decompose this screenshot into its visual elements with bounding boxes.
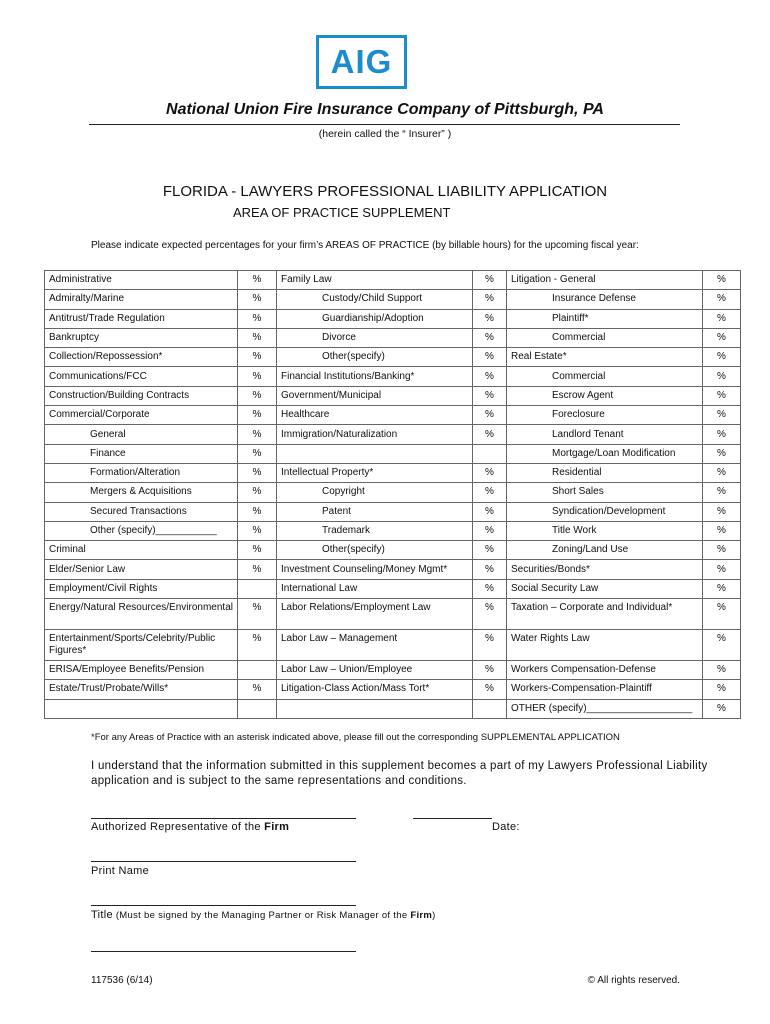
percentage-field[interactable]: % <box>473 521 507 540</box>
practice-area-label <box>277 444 473 463</box>
practice-area-label: Labor Law – Management <box>277 630 473 661</box>
percentage-field[interactable]: % <box>703 521 741 540</box>
practice-area-label: ERISA/Employee Benefits/Pension <box>45 661 238 680</box>
practice-area-label: Escrow Agent <box>507 386 703 405</box>
table-row <box>45 425 741 444</box>
practice-area-label: Residential <box>507 463 703 482</box>
percentage-field[interactable]: % <box>703 661 741 680</box>
table-row <box>45 271 741 290</box>
percentage-field[interactable]: % <box>703 502 741 521</box>
practice-area-label: Securities/Bonds* <box>507 560 703 579</box>
practice-area-label: General <box>45 425 238 444</box>
percentage-field[interactable]: % <box>473 406 507 425</box>
percentage-field[interactable]: % <box>238 290 277 309</box>
practice-area-label: Administrative <box>45 271 238 290</box>
practice-area-label: Intellectual Property* <box>277 463 473 482</box>
practice-area-label: Landlord Tenant <box>507 425 703 444</box>
practice-area-label: Title Work <box>507 521 703 540</box>
practice-area-label: Labor Law – Union/Employee <box>277 661 473 680</box>
table-row <box>45 579 741 598</box>
percentage-field[interactable]: % <box>703 386 741 405</box>
percentage-field[interactable]: % <box>473 309 507 328</box>
print-name-line[interactable] <box>91 861 356 862</box>
percentage-field[interactable]: % <box>238 348 277 367</box>
practice-area-label: International Law <box>277 579 473 598</box>
percentage-field[interactable]: % <box>473 271 507 290</box>
insurer-note: (herein called the “ Insurer” ) <box>318 128 452 140</box>
practice-area-label: Energy/Natural Resources/Environmental <box>45 599 238 630</box>
instruction-text: Please indicate expected percentages for your firm’s AREAS OF PRACTICE (by billable hours) for the upcoming fiscal year: <box>91 240 639 251</box>
practice-area-label: Communications/FCC <box>45 367 238 386</box>
table-row <box>45 661 741 680</box>
practice-area-label: Commercial <box>507 328 703 347</box>
practice-area-label: Short Sales <box>507 483 703 502</box>
table-row <box>45 348 741 367</box>
title-line[interactable] <box>91 905 356 906</box>
table-row <box>45 680 741 699</box>
percentage-field[interactable]: % <box>238 599 277 630</box>
table-row <box>45 406 741 425</box>
practice-area-label: Taxation – Corporate and Individual* <box>507 599 703 630</box>
percentage-field[interactable]: % <box>703 425 741 444</box>
supplemental-footnote: *For any Areas of Practice with an asterisk indicated above, please fill out the corresponding SUPPLEMENTAL APPLICATION <box>91 732 620 743</box>
practice-area-label: Workers Compensation-Defense <box>507 661 703 680</box>
percentage-field[interactable]: % <box>473 328 507 347</box>
practice-area-label: Other(specify) <box>277 541 473 560</box>
practice-area-label: OTHER (specify)___________________ <box>507 699 703 718</box>
practice-area-label: Litigation-Class Action/Mass Tort* <box>277 680 473 699</box>
practice-area-label: Labor Relations/Employment Law <box>277 599 473 630</box>
rep-signature-line[interactable] <box>91 818 356 819</box>
percentage-field[interactable]: % <box>238 483 277 502</box>
percentage-field[interactable]: % <box>238 309 277 328</box>
practice-area-label: Bankruptcy <box>45 328 238 347</box>
practice-area-label: Syndication/Development <box>507 502 703 521</box>
practice-area-label: Investment Counseling/Money Mgmt* <box>277 560 473 579</box>
percentage-field[interactable]: % <box>703 348 741 367</box>
percentage-field[interactable]: % <box>238 271 277 290</box>
percentage-field[interactable]: % <box>473 367 507 386</box>
practice-area-label: Employment/Civil Rights <box>45 579 238 598</box>
percentage-field[interactable]: % <box>238 502 277 521</box>
practice-area-label: Guardianship/Adoption <box>277 309 473 328</box>
percentage-field[interactable]: % <box>473 348 507 367</box>
practice-table-body <box>45 271 741 719</box>
percentage-field[interactable]: % <box>238 425 277 444</box>
table-row <box>45 541 741 560</box>
table-row <box>45 386 741 405</box>
table-row <box>45 699 741 718</box>
practice-area-label: Mortgage/Loan Modification <box>507 444 703 463</box>
percentage-field[interactable]: % <box>703 328 741 347</box>
form-number: 117536 (6/14) <box>91 975 153 986</box>
practice-area-table <box>44 270 741 719</box>
acknowledgement-statement: I understand that the information submitted in this supplement becomes a part of my Lawyers Professional Liability application and is subject to the same representations and conditions. <box>91 760 708 787</box>
percentage-field[interactable]: % <box>473 560 507 579</box>
form-subtitle: AREA OF PRACTICE SUPPLEMENT <box>233 205 451 220</box>
practice-area-label <box>277 699 473 718</box>
table-row <box>45 290 741 309</box>
practice-area-label: Criminal <box>45 541 238 560</box>
practice-area-label: Custody/Child Support <box>277 290 473 309</box>
percentage-field[interactable]: % <box>703 463 741 482</box>
rep-signature-label <box>91 821 289 833</box>
date-label: Date: <box>492 821 520 833</box>
practice-area-label: Finance <box>45 444 238 463</box>
practice-area-label: Social Security Law <box>507 579 703 598</box>
table-row <box>45 502 741 521</box>
title-note-firm: Firm <box>410 910 433 921</box>
table-row <box>45 599 741 630</box>
table-row <box>45 328 741 347</box>
practice-area-label: Family Law <box>277 271 473 290</box>
practice-area-label: Formation/Alteration <box>45 463 238 482</box>
percentage-field[interactable]: % <box>238 680 277 699</box>
rep-label-text: Authorized Representative of the <box>91 821 265 833</box>
table-row <box>45 444 741 463</box>
header-divider <box>89 124 680 125</box>
company-name: National Union Fire Insurance Company of Pittsburgh, PA <box>166 101 604 118</box>
practice-area-label: Insurance Defense <box>507 290 703 309</box>
percentage-field[interactable]: % <box>473 630 507 661</box>
percentage-field[interactable]: % <box>473 579 507 598</box>
practice-area-label: Secured Transactions <box>45 502 238 521</box>
practice-area-label <box>45 699 238 718</box>
practice-area-label: Antitrust/Trade Regulation <box>45 309 238 328</box>
copyright-notice: © All rights reserved. <box>587 975 680 986</box>
percentage-field[interactable]: % <box>238 406 277 425</box>
percentage-field <box>238 699 277 718</box>
table-row <box>45 630 741 661</box>
practice-area-label: Other(specify) <box>277 348 473 367</box>
table-row <box>45 521 741 540</box>
table-row <box>45 483 741 502</box>
practice-area-label: Patent <box>277 502 473 521</box>
percentage-field[interactable]: % <box>703 483 741 502</box>
percentage-field[interactable]: % <box>473 425 507 444</box>
percentage-field[interactable]: % <box>703 309 741 328</box>
percentage-field[interactable]: % <box>473 386 507 405</box>
practice-area-label: Commercial <box>507 367 703 386</box>
percentage-field[interactable]: % <box>703 680 741 699</box>
percentage-field[interactable]: % <box>703 367 741 386</box>
practice-area-label: Mergers & Acquisitions <box>45 483 238 502</box>
percentage-field <box>473 699 507 718</box>
percentage-field[interactable]: % <box>473 680 507 699</box>
practice-area-label: Zoning/Land Use <box>507 541 703 560</box>
table-row <box>45 309 741 328</box>
percentage-field[interactable]: % <box>473 661 507 680</box>
title-label-text: Title <box>91 909 113 921</box>
percentage-field[interactable]: % <box>473 541 507 560</box>
percentage-field[interactable]: % <box>473 463 507 482</box>
percentage-field[interactable]: % <box>473 483 507 502</box>
percentage-field[interactable]: % <box>238 560 277 579</box>
percentage-field[interactable]: % <box>703 406 741 425</box>
percentage-field[interactable]: % <box>703 699 741 718</box>
practice-area-label: Real Estate* <box>507 348 703 367</box>
title-note <box>113 910 436 921</box>
percentage-field[interactable]: % <box>238 328 277 347</box>
practice-area-label: Litigation - General <box>507 271 703 290</box>
practice-area-label: Government/Municipal <box>277 386 473 405</box>
percentage-field[interactable]: % <box>238 386 277 405</box>
percentage-field[interactable]: % <box>473 599 507 630</box>
practice-area-label: Divorce <box>277 328 473 347</box>
practice-area-label: Copyright <box>277 483 473 502</box>
percentage-field[interactable]: % <box>238 630 277 661</box>
percentage-field[interactable]: % <box>703 579 741 598</box>
practice-area-label: Other (specify)___________ <box>45 521 238 540</box>
percentage-field[interactable]: % <box>703 541 741 560</box>
table-row <box>45 560 741 579</box>
rep-label-firm: Firm <box>264 821 290 833</box>
practice-area-label: Entertainment/Sports/Celebrity/Public Figures* <box>45 630 238 661</box>
practice-area-label: Trademark <box>277 521 473 540</box>
percentage-field <box>238 661 277 680</box>
practice-area-label: Elder/Senior Law <box>45 560 238 579</box>
percentage-field <box>473 444 507 463</box>
practice-area-label: Construction/Building Contracts <box>45 386 238 405</box>
percentage-field[interactable]: % <box>238 541 277 560</box>
percentage-field[interactable]: % <box>703 560 741 579</box>
practice-area-label: Plaintiff* <box>507 309 703 328</box>
aig-logo: AIG <box>316 35 407 89</box>
practice-area-label: Financial Institutions/Banking* <box>277 367 473 386</box>
table-row <box>45 463 741 482</box>
percentage-field <box>238 579 277 598</box>
title-note-suffix: ) <box>432 910 436 921</box>
title-label <box>91 909 436 921</box>
percentage-field[interactable]: % <box>703 290 741 309</box>
practice-area-label: Commercial/Corporate <box>45 406 238 425</box>
percentage-field[interactable]: % <box>238 521 277 540</box>
percentage-field[interactable]: % <box>703 630 741 661</box>
date-line[interactable] <box>413 818 492 819</box>
percentage-field[interactable]: % <box>473 502 507 521</box>
percentage-field[interactable]: % <box>238 463 277 482</box>
practice-area-label: Water Rights Law <box>507 630 703 661</box>
practice-area-label: Healthcare <box>277 406 473 425</box>
percentage-field[interactable]: % <box>238 444 277 463</box>
percentage-field[interactable]: % <box>238 367 277 386</box>
form-title: FLORIDA - LAWYERS PROFESSIONAL LIABILITY APPLICATION <box>162 183 608 200</box>
percentage-field[interactable]: % <box>703 271 741 290</box>
title-note-prefix: (Must be signed by the Managing Partner or Risk Manager of the <box>112 910 411 921</box>
percentage-field[interactable]: % <box>473 290 507 309</box>
practice-area-label: Immigration/Naturalization <box>277 425 473 444</box>
practice-area-label: Estate/Trust/Probate/Wills* <box>45 680 238 699</box>
practice-area-label: Admiralty/Marine <box>45 290 238 309</box>
practice-area-label: Collection/Repossession* <box>45 348 238 367</box>
extra-signature-line[interactable] <box>91 951 356 952</box>
table-row <box>45 367 741 386</box>
percentage-field[interactable]: % <box>703 599 741 630</box>
practice-area-label: Workers-Compensation-Plaintiff <box>507 680 703 699</box>
practice-area-label: Foreclosure <box>507 406 703 425</box>
print-name-label: Print Name <box>91 865 150 877</box>
percentage-field[interactable]: % <box>703 444 741 463</box>
